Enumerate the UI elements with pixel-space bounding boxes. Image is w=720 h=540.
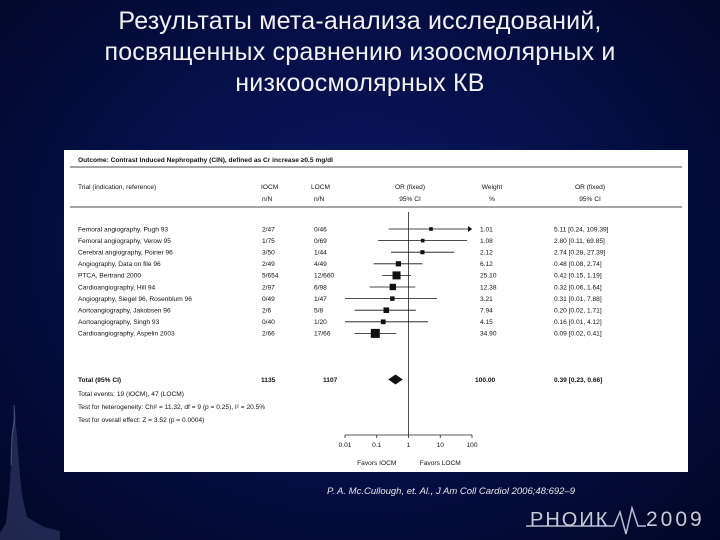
- total-weight: 100.00: [475, 377, 496, 384]
- trial-locm: 4/49: [314, 261, 327, 269]
- total-iocm: 1135: [261, 377, 276, 384]
- trial-name: Aortoangiography, Singh 93: [78, 319, 160, 327]
- outcome-label: Outcome: Contrast Induced Nephropathy (CIN), defined as Cr increase ≥0.5 mg/dl: [78, 157, 333, 164]
- ci-arrow: [468, 226, 472, 232]
- trial-iocm: 5/654: [262, 272, 279, 280]
- trial-or-ci: 0.16 [0.01, 4.12]: [554, 319, 602, 327]
- logo-word: РНОИК: [530, 509, 610, 531]
- trial-name: PTCA, Bertrand 2000: [78, 272, 142, 280]
- header-or-ci-sub: 95% CI: [579, 196, 601, 203]
- total-or-ci: 0.39 [0.23, 0.66]: [554, 377, 603, 384]
- header-trial: Trial (indication, reference): [78, 184, 157, 191]
- trial-or-ci: 0.32 [0.06, 1.64]: [554, 284, 602, 292]
- trial-name: Femoral angiography, Verow 95: [78, 237, 171, 245]
- trial-or-ci: 5.11 [0.24, 109.39]: [554, 226, 609, 234]
- trial-name: Femoral angiography, Pugh 93: [78, 226, 169, 234]
- trial-iocm: 0/49: [262, 295, 275, 303]
- point-estimate: [384, 307, 390, 313]
- point-estimate: [381, 319, 386, 324]
- trial-weight: 3.21: [480, 295, 493, 303]
- trial-name: Aortoangiography, Jakobsen 96: [78, 307, 171, 315]
- forest-plot-panel: [64, 150, 688, 472]
- trial-iocm: 2/97: [262, 284, 275, 292]
- forest-plot: [64, 150, 688, 472]
- trial-weight: 25.10: [480, 272, 497, 280]
- point-estimate: [421, 239, 425, 243]
- trial-iocm: 3/50: [262, 249, 275, 257]
- header-or-ci: OR (fixed): [574, 184, 606, 191]
- trial-locm: 5/8: [314, 307, 324, 315]
- title-line-3: низкоосмолярных КВ: [235, 69, 485, 97]
- trial-name: Cardioangiography, Hill 94: [78, 284, 156, 292]
- trial-or-ci: 0.42 [0.15, 1.19]: [554, 272, 602, 280]
- point-estimate: [371, 329, 380, 338]
- citation: P. A. Mc.Cullough, et. Al., J Am Coll Cardiol 2006;48:692–9: [327, 486, 576, 497]
- trial-iocm: 2/49: [262, 261, 275, 269]
- header-weight-sub: %: [489, 196, 495, 203]
- trial-name: Angiography, Siegel 96, Rosenblum 96: [78, 295, 192, 303]
- pooled-diamond: [388, 375, 403, 385]
- title-line-1: Результаты мета-анализа исследований,: [118, 7, 602, 35]
- trial-or-ci: 0.31 [0.01, 7.88]: [554, 295, 602, 303]
- x-tick-label: 100: [466, 442, 478, 449]
- trial-locm: 17/66: [314, 330, 331, 338]
- trial-weight: 2.12: [480, 249, 493, 257]
- trial-or-ci: 0.48 [0.08, 2.74]: [554, 261, 602, 269]
- header-locm: LOCM: [311, 184, 331, 191]
- x-tick-label: 0.01: [338, 442, 352, 449]
- x-label-favors-iocm: Favors IOCM: [357, 460, 397, 467]
- point-estimate: [420, 250, 424, 254]
- header-locm-sub: n/N: [314, 196, 325, 203]
- trial-locm: 6/98: [314, 284, 327, 292]
- trial-weight: 7.94: [480, 307, 493, 315]
- trial-iocm: 0/40: [262, 319, 275, 327]
- tower-silhouette: [0, 405, 60, 540]
- trial-locm: 1/44: [314, 249, 327, 257]
- logo-year: 2009: [646, 508, 705, 531]
- trial-weight: 12.38: [480, 284, 497, 292]
- point-estimate: [396, 261, 401, 266]
- point-estimate: [429, 227, 433, 231]
- point-estimate: [390, 284, 396, 290]
- header-weight: Weight: [481, 184, 503, 191]
- header-or-plot: OR (fixed): [394, 184, 426, 191]
- conference-logo: [522, 504, 712, 536]
- trial-locm: 12/660: [314, 272, 335, 280]
- total-locm: 1107: [323, 377, 338, 384]
- trial-locm: 0/46: [314, 226, 327, 234]
- footer-overall-effect: Test for overall effect: Z = 3.52 (p = 0.0004): [78, 417, 205, 424]
- footer-heterogeneity: Test for heterogeneity: Chi² = 11.32, df = 9 (p = 0.25), I² = 20.5%: [78, 404, 266, 411]
- trial-name: Cerebral angiography, Poirier 96: [78, 249, 173, 257]
- trial-weight: 4.15: [480, 319, 493, 327]
- slide-title: [20, 6, 700, 99]
- trial-rows: [78, 226, 609, 385]
- trial-or-ci: 2.74 [0.28, 27.39]: [554, 249, 606, 257]
- footer-events: Total events: 19 (IOCM), 47 (LOCM): [78, 391, 184, 398]
- x-tick-label: 0.1: [372, 442, 382, 449]
- trial-weight: 1.01: [480, 226, 493, 234]
- trial-weight: 34.90: [480, 330, 497, 338]
- trial-weight: 6.12: [480, 261, 493, 269]
- trial-weight: 1.08: [480, 237, 493, 245]
- trial-locm: 0/69: [314, 237, 327, 245]
- trial-iocm: 2/66: [262, 330, 275, 338]
- trial-or-ci: 2.80 [0.11, 69.85]: [554, 237, 605, 245]
- point-estimate: [390, 296, 394, 300]
- trial-iocm: 2/6: [262, 307, 272, 315]
- plot-axis-layer: [339, 212, 478, 467]
- x-tick-label: 10: [436, 442, 444, 449]
- trial-locm: 1/20: [314, 319, 327, 327]
- trial-name: Cardioangiography, Aspelin 2003: [78, 330, 175, 338]
- header-iocm-sub: n/N: [262, 196, 273, 203]
- trial-iocm: 2/47: [262, 226, 275, 234]
- trial-or-ci: 0.09 [0.02, 0.41]: [554, 330, 602, 338]
- point-estimate: [393, 271, 401, 279]
- total-label: Total (95% CI): [78, 377, 122, 384]
- trial-iocm: 1/75: [262, 237, 275, 245]
- trial-or-ci: 0.20 [0.02, 1.71]: [554, 307, 602, 315]
- title-line-2: посвященных сравнению изоосмолярных и: [104, 38, 616, 66]
- trial-locm: 1/47: [314, 295, 327, 303]
- header-iocm: IOCM: [261, 184, 279, 191]
- x-label-favors-locm: Favors LOCM: [419, 460, 461, 467]
- x-tick-label: 1: [406, 442, 411, 449]
- header-or-plot-sub: 95% CI: [399, 196, 421, 203]
- trial-name: Angiography, Data on file 96: [78, 261, 161, 269]
